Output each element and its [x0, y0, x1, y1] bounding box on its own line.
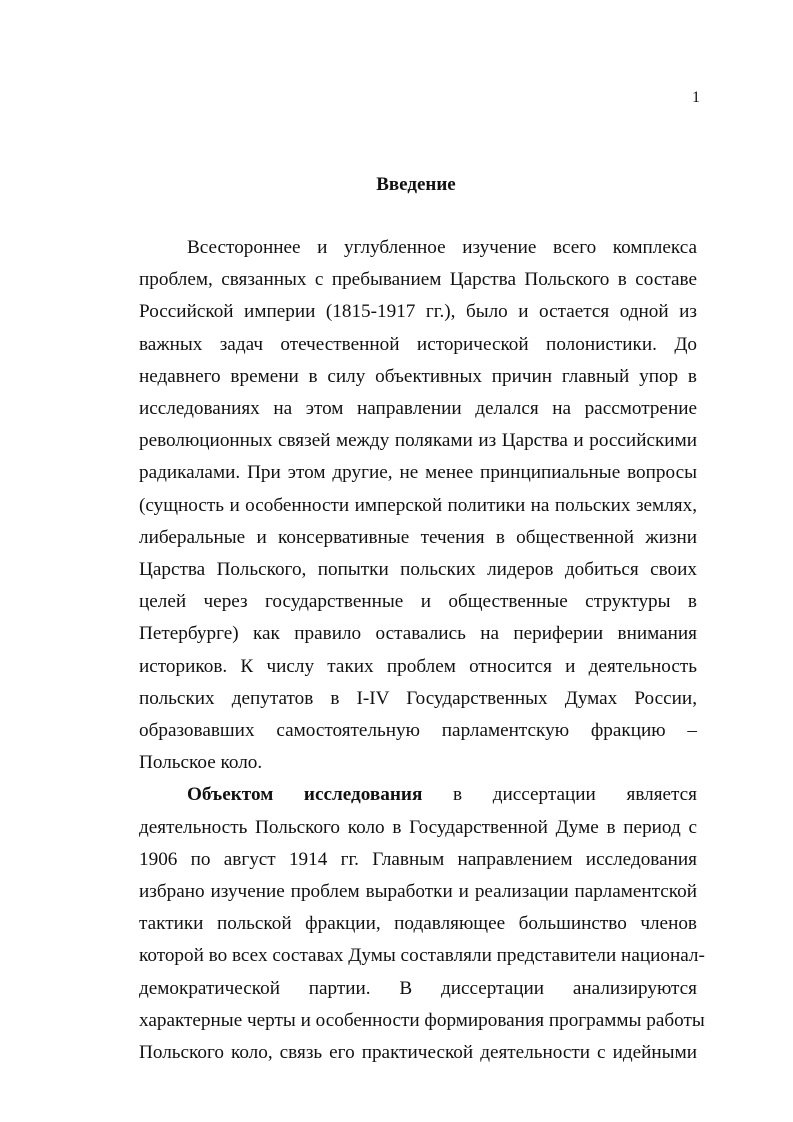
page-title: Введение	[376, 174, 456, 195]
text-line: избрано изучение проблем выработки и реализации парламентской	[139, 881, 697, 903]
paragraph-1	[139, 232, 697, 779]
text-line: Польского коло, связь его практической деятельности с идейными	[139, 1042, 697, 1064]
text-line	[139, 779, 697, 811]
text-line: Всестороннее и углубленное изучение всего комплекса	[187, 237, 697, 258]
text-line: исследованиях на этом направлении делался на рассмотрение	[139, 398, 697, 420]
text-line: образовавших самостоятельную парламентскую фракцию –	[139, 720, 697, 742]
text-line: которой во всех составах Думы составляли представители национал-	[139, 945, 705, 967]
text-line: важных задач отечественной исторической полонистики. До	[139, 333, 697, 355]
text-line: тактики польской фракции, подавляющее большинство членов	[139, 913, 697, 935]
text-line: (сущность и особенности имперской политики на польских землях,	[139, 494, 697, 516]
emphasis-object-of-study: Объектом исследования	[187, 784, 423, 806]
text-line: проблем, связанных с пребыванием Царства Польского в составе	[139, 269, 697, 291]
text-line: Польское коло.	[139, 752, 263, 774]
text-line: историков. К числу таких проблем относится и деятельность	[139, 655, 697, 677]
text-line: деятельность Польского коло в Государственной Думе в период с	[139, 816, 697, 838]
text-line: целей через государственные и общественные структуры в	[139, 591, 697, 613]
text-line: польских депутатов в I-IV Государственных Думах России,	[139, 687, 697, 709]
text-line: Царства Польского, попытки польских лидеров добиться своих	[139, 559, 697, 581]
text-line: либеральные и консервативные течения в общественной жизни	[139, 526, 697, 548]
text-line: Петербурге) как правило оставались на периферии внимания	[139, 623, 697, 645]
text-line: радикалами. При этом другие, не менее принципиальные вопросы	[139, 462, 697, 484]
text-line: демократической партии. В диссертации анализируются	[139, 977, 697, 999]
body-text	[139, 232, 705, 1069]
text-line: революционных связей между поляками из Царства и российскими	[139, 430, 697, 452]
page-number: 1	[692, 89, 700, 106]
text-line: Российской империи (1815-1917 гг.), было и остается одной из	[139, 301, 697, 323]
paragraph-2	[139, 779, 705, 1069]
text-line: характерные черты и особенности формирования программы работы	[139, 1009, 705, 1031]
text-fragment: в диссертации является	[422, 784, 697, 806]
text-line: 1906 по август 1914 гг. Главным направлением исследования	[139, 848, 697, 870]
text-line: недавнего времени в силу объективных причин главный упор в	[139, 365, 697, 387]
